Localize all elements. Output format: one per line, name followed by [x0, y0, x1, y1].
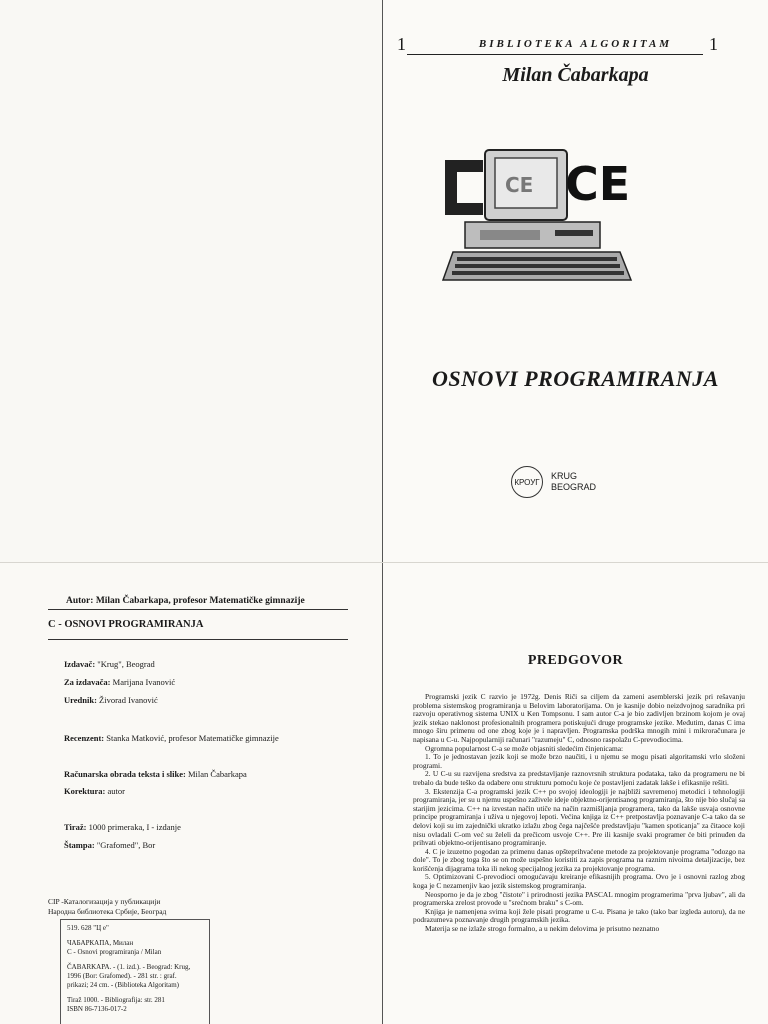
page-seam [0, 562, 768, 563]
divider [48, 609, 348, 610]
row-value: Živorad Ivanović [99, 695, 158, 705]
row-value: 1000 primeraka, I - izdanje [88, 822, 181, 832]
row-value: "Krug", Beograd [97, 659, 155, 669]
cip-header-line: CIP -Каталогизација у публикацији [48, 897, 161, 906]
row-label: Recenzent: [64, 733, 105, 743]
publisher-block [511, 466, 596, 498]
book-title: OSNOVI PROGRAMIRANJA [432, 366, 719, 391]
logo-ce-text: CE [565, 157, 631, 211]
impressum-row [64, 769, 247, 779]
paragraph: 1. To je jednostavan jezik koji se može brzo naučiti, i u njemu se mogu pisati algoritamski vrlo složeni programi. [413, 752, 745, 770]
impressum-row [64, 659, 155, 669]
preface-page [383, 563, 768, 1024]
row-label: Urednik: [64, 695, 97, 705]
row-label: Štampa: [64, 840, 95, 850]
paragraph: 2. U C-u su razvijena sredstva za predstavljanje raznovrsnih struktura podataka, tako da programeru ne bi trebalo da bude teško da odabere onu strukturu pomoću koje će postavljeni zadatak lakše i efikasnije rešiti. [413, 769, 745, 787]
impressum-page [0, 563, 382, 1024]
paragraph: 4. C je izuzetno pogodan za primenu danas opšteprihvaćene metode za projektovanje programa "odozgo na dole". To je zbog toga što se on može uspešno koristiti za zapis programa na raznim nivoima detaljizacije, bez korišćenja dijagrama toka ili nekog specijalnog jezika za projektovanje programa. [413, 846, 745, 873]
page-number-left: 1 [397, 34, 406, 54]
paragraph: Programski jezik C razvio je 1972g. Denis Riči sa ciljem da zameni asemblerski jezik pri rešavanju problema sistemskog programiranja u Belovim laboratorijama. On je kasnije dobio neizdvojnog saradnika pri razvoju operativnog sistema UNIX u Ken Tompsonu. I sam autor C-a je bio zadivljen brzinom kojom je ovaj jezik stekao naklonost profesionalnih programera potiskujući druge programske jezike. Međutim, danas C ima mnogo širu primenu od one zbog koje je i napravljen. Programska podrška mnogih mini i mikroračunara je napisana u C-u. Najpopularniji računari "razumeju" C, odnosno raspolažu C-prevodiocima. [413, 692, 745, 744]
paragraph: Materija se ne izlaže strogo formalno, a u nekim delovima je prisutno neznatno [425, 924, 660, 934]
impressum-row [64, 733, 279, 743]
row-label: Računarska obrada teksta i slike: [64, 769, 186, 779]
row-value: Stanka Matković, profesor Matematičke gimnazije [106, 733, 279, 743]
impressum-row [64, 822, 181, 832]
impressum-row [64, 786, 125, 796]
row-label: Tiraž: [64, 822, 87, 832]
spine-line [382, 0, 383, 1024]
row-value: Milan Čabarkapa [187, 769, 247, 779]
cip-line: Tiraž 1000. - Bibliografija: str. 281 [67, 996, 165, 1004]
publisher-name: KRUG [551, 471, 578, 481]
computer-logo-illustration [435, 140, 665, 290]
series-title: BIBLIOTEKA ALGORITAM [478, 38, 673, 50]
preface-body [413, 693, 745, 934]
cip-header [48, 897, 166, 917]
cip-line: prikazi; 24 cm. - (Biblioteka Algoritam) [67, 981, 179, 989]
cip-line: ISBN 86-7136-017-2 [67, 1005, 127, 1013]
author-name: Milan Čabarkapa [502, 64, 649, 86]
cip-line: ČABARKAPA. - (1. izd.). - Beograd: Krug, [67, 963, 191, 971]
impressum-row [64, 695, 158, 705]
author-line: Autor: Milan Čabarkapa, profesor Matematičke gimnazije [66, 596, 305, 606]
page-number-right: 1 [709, 34, 718, 54]
row-label: Izdavač: [64, 659, 96, 669]
divider [48, 639, 348, 640]
paragraph: 5. Optimizovani C-prevodioci omogućavaju kreiranje efikasnijih programa. Ovo je i osnovni razlog zbog koga je C nezamenjiv kao jezik sistemskog programiranja. [413, 872, 745, 891]
paragraph: 3. Ekstenzija C-a programski jezik C++ po svojoj ideologiji je najbliži savremenoj metodici i tehnologiji programiranja, jer su u njemu uspešno zaživele ideje objektno-orijentisanog programiranja, što nije bio slučaj sa starijim jezicima. C++ na izvestan način utiče na način razmišljanja programera, tako da lakše usvaja osnovne principe programiranja i uživa u njegovoj lepoti. Većina knjiga iz C++ pretpostavlja poznavanje C-a tako da se delovi koji su im zajednički ukratko izlažu zbog čega najčešće predstavljaju "kamen spoticanja" za čitaoce koji nisu ovladali C-om već su želeli da prečicom usvoje C++. Pre ili kasnije svaki programer će biti prinuđen da prihvati objektno-orijentisano programiranje. [413, 786, 745, 848]
row-label: Korektura: [64, 786, 106, 796]
row-value: Marijana Ivanović [112, 677, 176, 687]
preface-heading: PREDGOVOR [527, 653, 624, 668]
impressum-row [64, 840, 155, 850]
cip-line: 519. 628 "Ц е" [67, 924, 109, 932]
row-value: autor [107, 786, 125, 796]
row-label: Za izdavača: [64, 677, 111, 687]
cip-line: ЧАБАРКАПА, Милан [67, 939, 134, 947]
publisher-city: BEOGRAD [551, 482, 597, 492]
header-rule [407, 54, 703, 55]
cip-line: 1996 (Bor: Grafomed). - 281 str. : graf. [67, 972, 177, 980]
cip-record [60, 919, 210, 1024]
cip-line: C - Osnovi programiranja / Milan [67, 948, 162, 956]
impressum-book-title: C - OSNOVI PROGRAMIRANJA [48, 619, 204, 630]
cip-header-line: Народна библиотека Србије, Београд [48, 907, 167, 916]
title-page [383, 0, 768, 562]
blank-left-page [0, 0, 382, 562]
impressum-row [64, 677, 175, 687]
row-value: "Grafomed", Bor [96, 840, 156, 850]
paragraph: Ogromna popularnost C-a se može objasniti sledećim činjenicama: [425, 743, 624, 753]
paragraph: Knjiga je namenjena svima koji žele pisati programe u C-u. Pisana je tako (tako bar izgleda autoru), da ne podrazumeva poznavanje drugih programskih jezika. [413, 906, 745, 925]
logo-screen-text: CE [505, 173, 534, 197]
paragraph: Neosporno je da je zbog "čistote" i prirodnosti jezika PASCAL mnogim programerima "prva ljubav", ali da programerska zrelost provode u "srećnom braku" s C-om. [413, 889, 745, 908]
publisher-logo: КРОУГ [511, 466, 543, 498]
